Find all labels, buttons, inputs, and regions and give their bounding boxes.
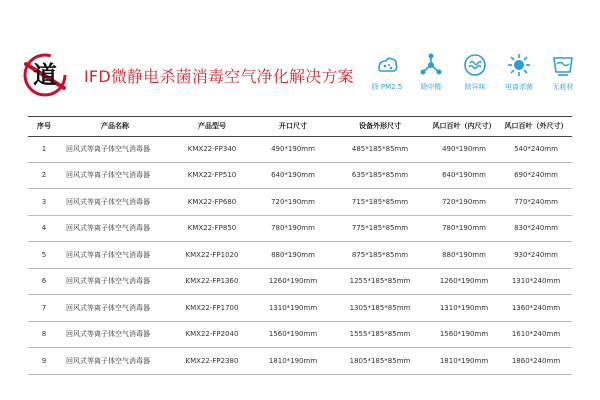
feature-pm25: [370, 52, 404, 102]
cell-dimensions: 775*185*85mm: [332, 215, 428, 242]
product-table: [28, 116, 572, 375]
cell-name: 回风式等离子体空气消毒器: [60, 136, 170, 162]
table-row: [28, 215, 572, 242]
cell-name: 回风式等离子体空气消毒器: [60, 215, 170, 242]
feature-label: 除异味: [464, 83, 486, 91]
cell-louver-outer: 1360*240mm: [500, 295, 572, 322]
cell-dimensions: 1555*185*85mm: [332, 321, 428, 348]
cell-louver-outer: 1860*240mm: [500, 348, 572, 375]
feature-label: 除甲醛: [420, 83, 442, 91]
cell-louver-inner: 1310*190mm: [428, 295, 500, 322]
cell-model: KMX22-FP2040: [170, 321, 254, 348]
cell-index: 2: [28, 162, 60, 189]
feature-label: 除 PM2.5: [371, 83, 403, 91]
cell-louver-outer: 540*240mm: [500, 136, 572, 162]
cell-louver-inner: 1560*190mm: [428, 321, 500, 348]
cell-louver-inner: 880*190mm: [428, 242, 500, 269]
cell-model: KMX22-FP1360: [170, 268, 254, 295]
table-header-row: [28, 116, 572, 136]
cell-opening: 490*190mm: [254, 136, 332, 162]
cell-dimensions: 715*185*85mm: [332, 189, 428, 216]
cell-opening: 780*190mm: [254, 215, 332, 242]
cell-louver-outer: 930*240mm: [500, 242, 572, 269]
odor-icon: [462, 52, 488, 78]
no-consumables-icon: [550, 52, 576, 78]
table-row: [28, 162, 572, 189]
cell-index: 7: [28, 295, 60, 322]
cell-opening: 1810*190mm: [254, 348, 332, 375]
cell-louver-outer: 1310*240mm: [500, 268, 572, 295]
cell-name: 回风式等离子体空气消毒器: [60, 189, 170, 216]
cell-model: KMX22-FP510: [170, 162, 254, 189]
cell-louver-inner: 490*190mm: [428, 136, 500, 162]
cell-name: 回风式等离子体空气消毒器: [60, 242, 170, 269]
cell-louver-inner: 640*190mm: [428, 162, 500, 189]
cell-index: 5: [28, 242, 60, 269]
cell-dimensions: 875*185*85mm: [332, 242, 428, 269]
feature-label: 无耗材: [552, 83, 574, 91]
formaldehyde-icon: [418, 52, 444, 78]
table-row: [28, 348, 572, 375]
cell-model: KMX22-FP680: [170, 189, 254, 216]
col-header-index: 序号: [37, 122, 51, 130]
cell-model: KMX22-FP850: [170, 215, 254, 242]
cell-dimensions: 1805*185*85mm: [332, 348, 428, 375]
cell-louver-inner: 1810*190mm: [428, 348, 500, 375]
cell-opening: 1560*190mm: [254, 321, 332, 348]
feature-icons: [370, 52, 580, 102]
cell-opening: 1260*190mm: [254, 268, 332, 295]
pm25-icon: [374, 52, 400, 78]
table-row: [28, 189, 572, 216]
cell-louver-inner: 1260*190mm: [428, 268, 500, 295]
table-row: [28, 268, 572, 295]
cell-index: 9: [28, 348, 60, 375]
table-row: [28, 242, 572, 269]
cell-model: KMX22-FP2380: [170, 348, 254, 375]
page-title: IFD微静电杀菌消毒空气净化解决方案: [84, 67, 354, 86]
col-header-opening: 开口尺寸: [279, 122, 307, 130]
cell-dimensions: 485*185*85mm: [332, 136, 428, 162]
cell-louver-outer: 690*240mm: [500, 162, 572, 189]
cell-index: 6: [28, 268, 60, 295]
cell-opening: 880*190mm: [254, 242, 332, 269]
cell-model: KMX22-FP1700: [170, 295, 254, 322]
cell-louver-inner: 720*190mm: [428, 189, 500, 216]
cell-index: 1: [28, 136, 60, 162]
cell-opening: 720*190mm: [254, 189, 332, 216]
cell-name: 回风式等离子体空气消毒器: [60, 321, 170, 348]
feature-no-consumables: [546, 52, 580, 102]
col-header-louver-inner: 风口百叶（内尺寸）: [432, 122, 496, 130]
cell-name: 回风式等离子体空气消毒器: [60, 268, 170, 295]
cell-model: KMX22-FP1020: [170, 242, 254, 269]
feature-odor: [458, 52, 492, 102]
cell-louver-outer: 830*240mm: [500, 215, 572, 242]
cell-model: KMX22-FP340: [170, 136, 254, 162]
cell-louver-outer: 770*240mm: [500, 189, 572, 216]
cell-index: 8: [28, 321, 60, 348]
cell-louver-inner: 780*190mm: [428, 215, 500, 242]
cell-louver-outer: 1610*240mm: [500, 321, 572, 348]
table-row: [28, 136, 572, 162]
cell-dimensions: 1305*185*85mm: [332, 295, 428, 322]
cell-index: 3: [28, 189, 60, 216]
cell-name: 回风式等离子体空气消毒器: [60, 295, 170, 322]
cell-opening: 1310*190mm: [254, 295, 332, 322]
col-header-louver-outer: 风口百叶（外尺寸）: [504, 122, 568, 130]
col-header-model: 产品型号: [198, 122, 226, 130]
cell-opening: 640*190mm: [254, 162, 332, 189]
table-row: [28, 295, 572, 322]
cell-name: 回风式等离子体空气消毒器: [60, 348, 170, 375]
table-row: [28, 321, 572, 348]
logo-character: 道: [33, 60, 57, 89]
cell-dimensions: 1255*185*85mm: [332, 268, 428, 295]
col-header-name: 产品名称: [101, 122, 129, 130]
cell-dimensions: 635*185*85mm: [332, 162, 428, 189]
sterilize-icon: [506, 52, 532, 78]
brand-logo: [20, 50, 70, 100]
feature-label: 电离杀菌: [505, 83, 533, 91]
feature-formaldehyde: [414, 52, 448, 102]
col-header-dimensions: 设备外形尺寸: [359, 122, 401, 130]
feature-sterilize: [502, 52, 536, 102]
cell-index: 4: [28, 215, 60, 242]
cell-name: 回风式等离子体空气消毒器: [60, 162, 170, 189]
